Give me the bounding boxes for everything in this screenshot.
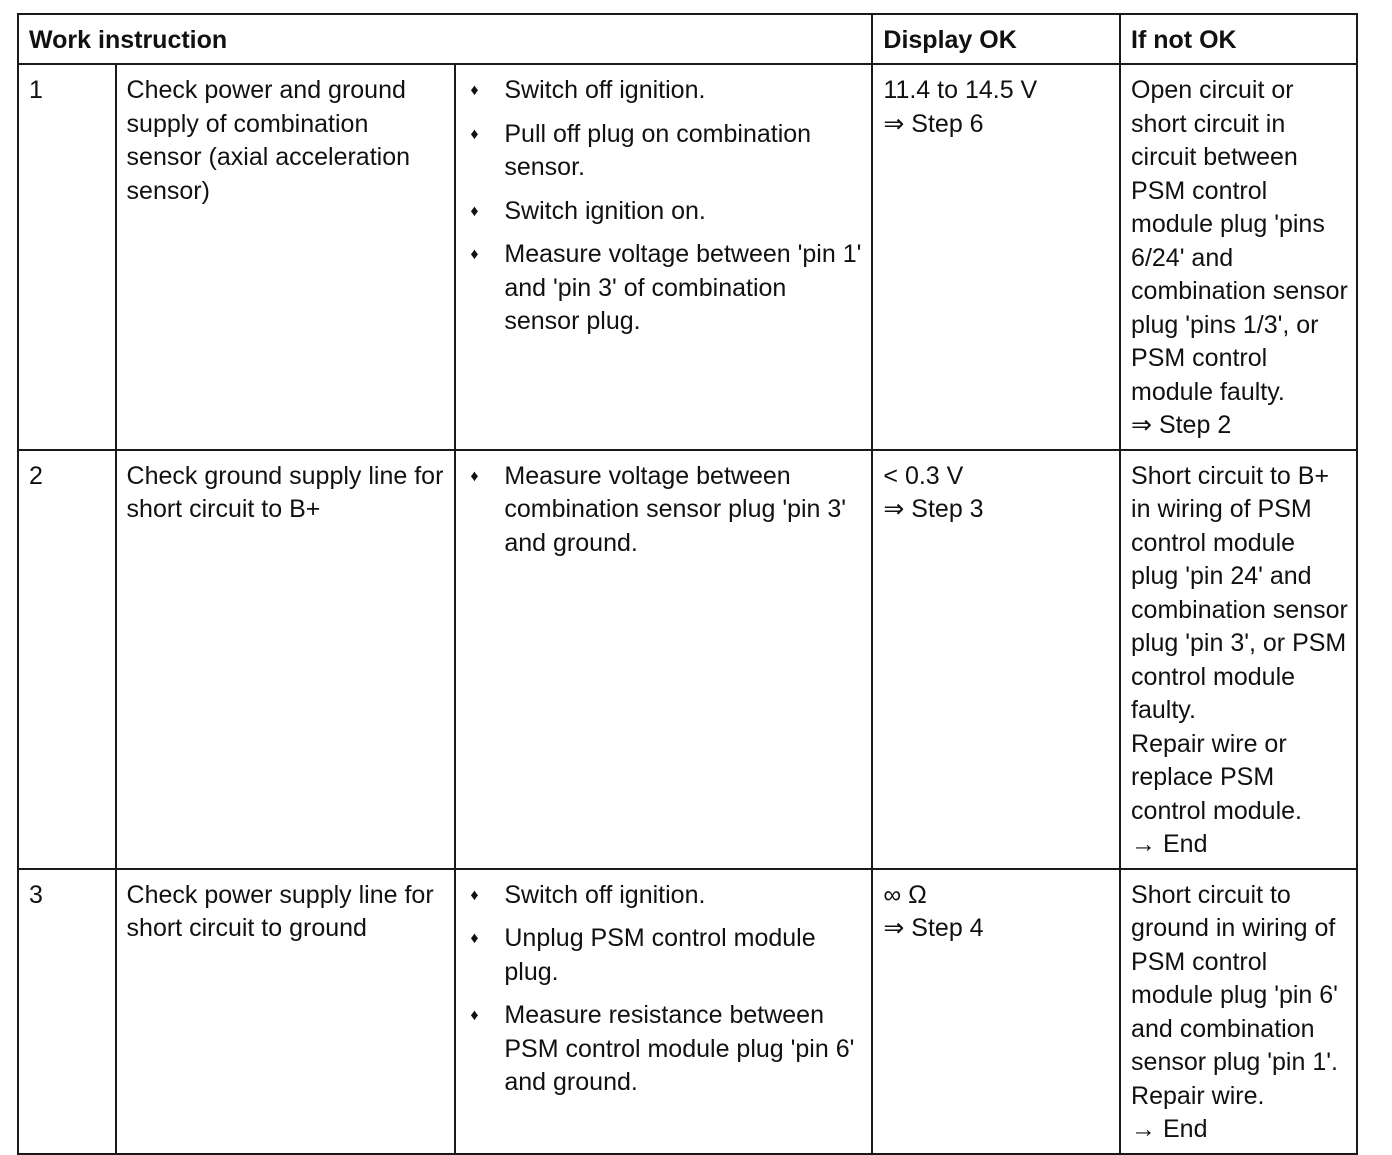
work-instruction-table: [17, 13, 1358, 1155]
step-instructions: [455, 64, 872, 450]
list-item: ♦ Measure voltage between combination sensor plug 'pin 3' and ground.: [470, 461, 847, 557]
if-not-ok-cell: Short circuit to B+ in wiring of PSM control module plug 'pin 24' and combination sensor plug 'pin 3', or PSM control module faulty. Repair wire or replace PSM control module. → End: [1120, 450, 1357, 869]
list-item: ♦ Switch off ignition.: [466, 879, 863, 913]
step-number: 3: [18, 869, 116, 1154]
step-description: Check power supply line for short circuit to ground: [116, 869, 456, 1154]
diamond-bullet-icon: ♦: [470, 125, 479, 143]
display-ok-cell: 11.4 to 14.5 V ⇒ Step 6: [872, 64, 1120, 450]
diamond-bullet-icon: ♦: [470, 467, 479, 485]
header-work-instruction: Work instruction: [18, 14, 872, 64]
header-display-ok: Display OK: [872, 14, 1120, 64]
if-not-ok-cell: Short circuit to ground in wiring of PSM control module plug 'pin 6' and combination sensor plug 'pin 1'. Repair wire. → End: [1120, 869, 1357, 1154]
step-number: 1: [18, 64, 116, 450]
list-item: ♦ Measure resistance between PSM control module plug 'pin 6' and ground.: [470, 1001, 855, 1096]
table-row: [18, 869, 1357, 1154]
display-ok-cell: < 0.3 V ⇒ Step 3: [872, 450, 1120, 869]
table-row: [18, 450, 1357, 869]
list-item: ♦ Switch ignition on.: [466, 195, 863, 229]
step-description: Check power and ground supply of combination sensor (axial acceleration sensor): [116, 64, 456, 450]
diamond-bullet-icon: ♦: [470, 886, 479, 904]
list-item: ♦ Switch off ignition.: [466, 74, 863, 108]
display-ok-cell: ∞ Ω ⇒ Step 4: [872, 869, 1120, 1154]
list-item: ♦ Unplug PSM control module plug.: [470, 924, 816, 986]
header-row: [18, 14, 1357, 64]
list-item: ♦ Pull off plug on combination sensor.: [470, 119, 812, 181]
diamond-bullet-icon: ♦: [470, 202, 479, 220]
header-if-not-ok: If not OK: [1120, 14, 1357, 64]
table-row: [18, 64, 1357, 450]
diamond-bullet-icon: ♦: [470, 930, 479, 947]
diamond-bullet-icon: ♦: [470, 82, 479, 99]
step-instructions: [455, 450, 872, 869]
list-item: ♦ Measure voltage between 'pin 1' and 'pin 3' of combination sensor plug.: [470, 240, 862, 335]
step-number: 2: [18, 450, 116, 869]
step-instructions: [455, 869, 872, 1154]
if-not-ok-cell: Open circuit or short circuit in circuit between PSM control module plug 'pins 6/24' and combination sensor plug 'pins 1/3', or PSM control module faulty. ⇒ Step 2: [1120, 64, 1357, 450]
diamond-bullet-icon: ♦: [470, 246, 479, 263]
diamond-bullet-icon: ♦: [470, 1007, 479, 1024]
step-description: Check ground supply line for short circuit to B+: [116, 450, 456, 869]
